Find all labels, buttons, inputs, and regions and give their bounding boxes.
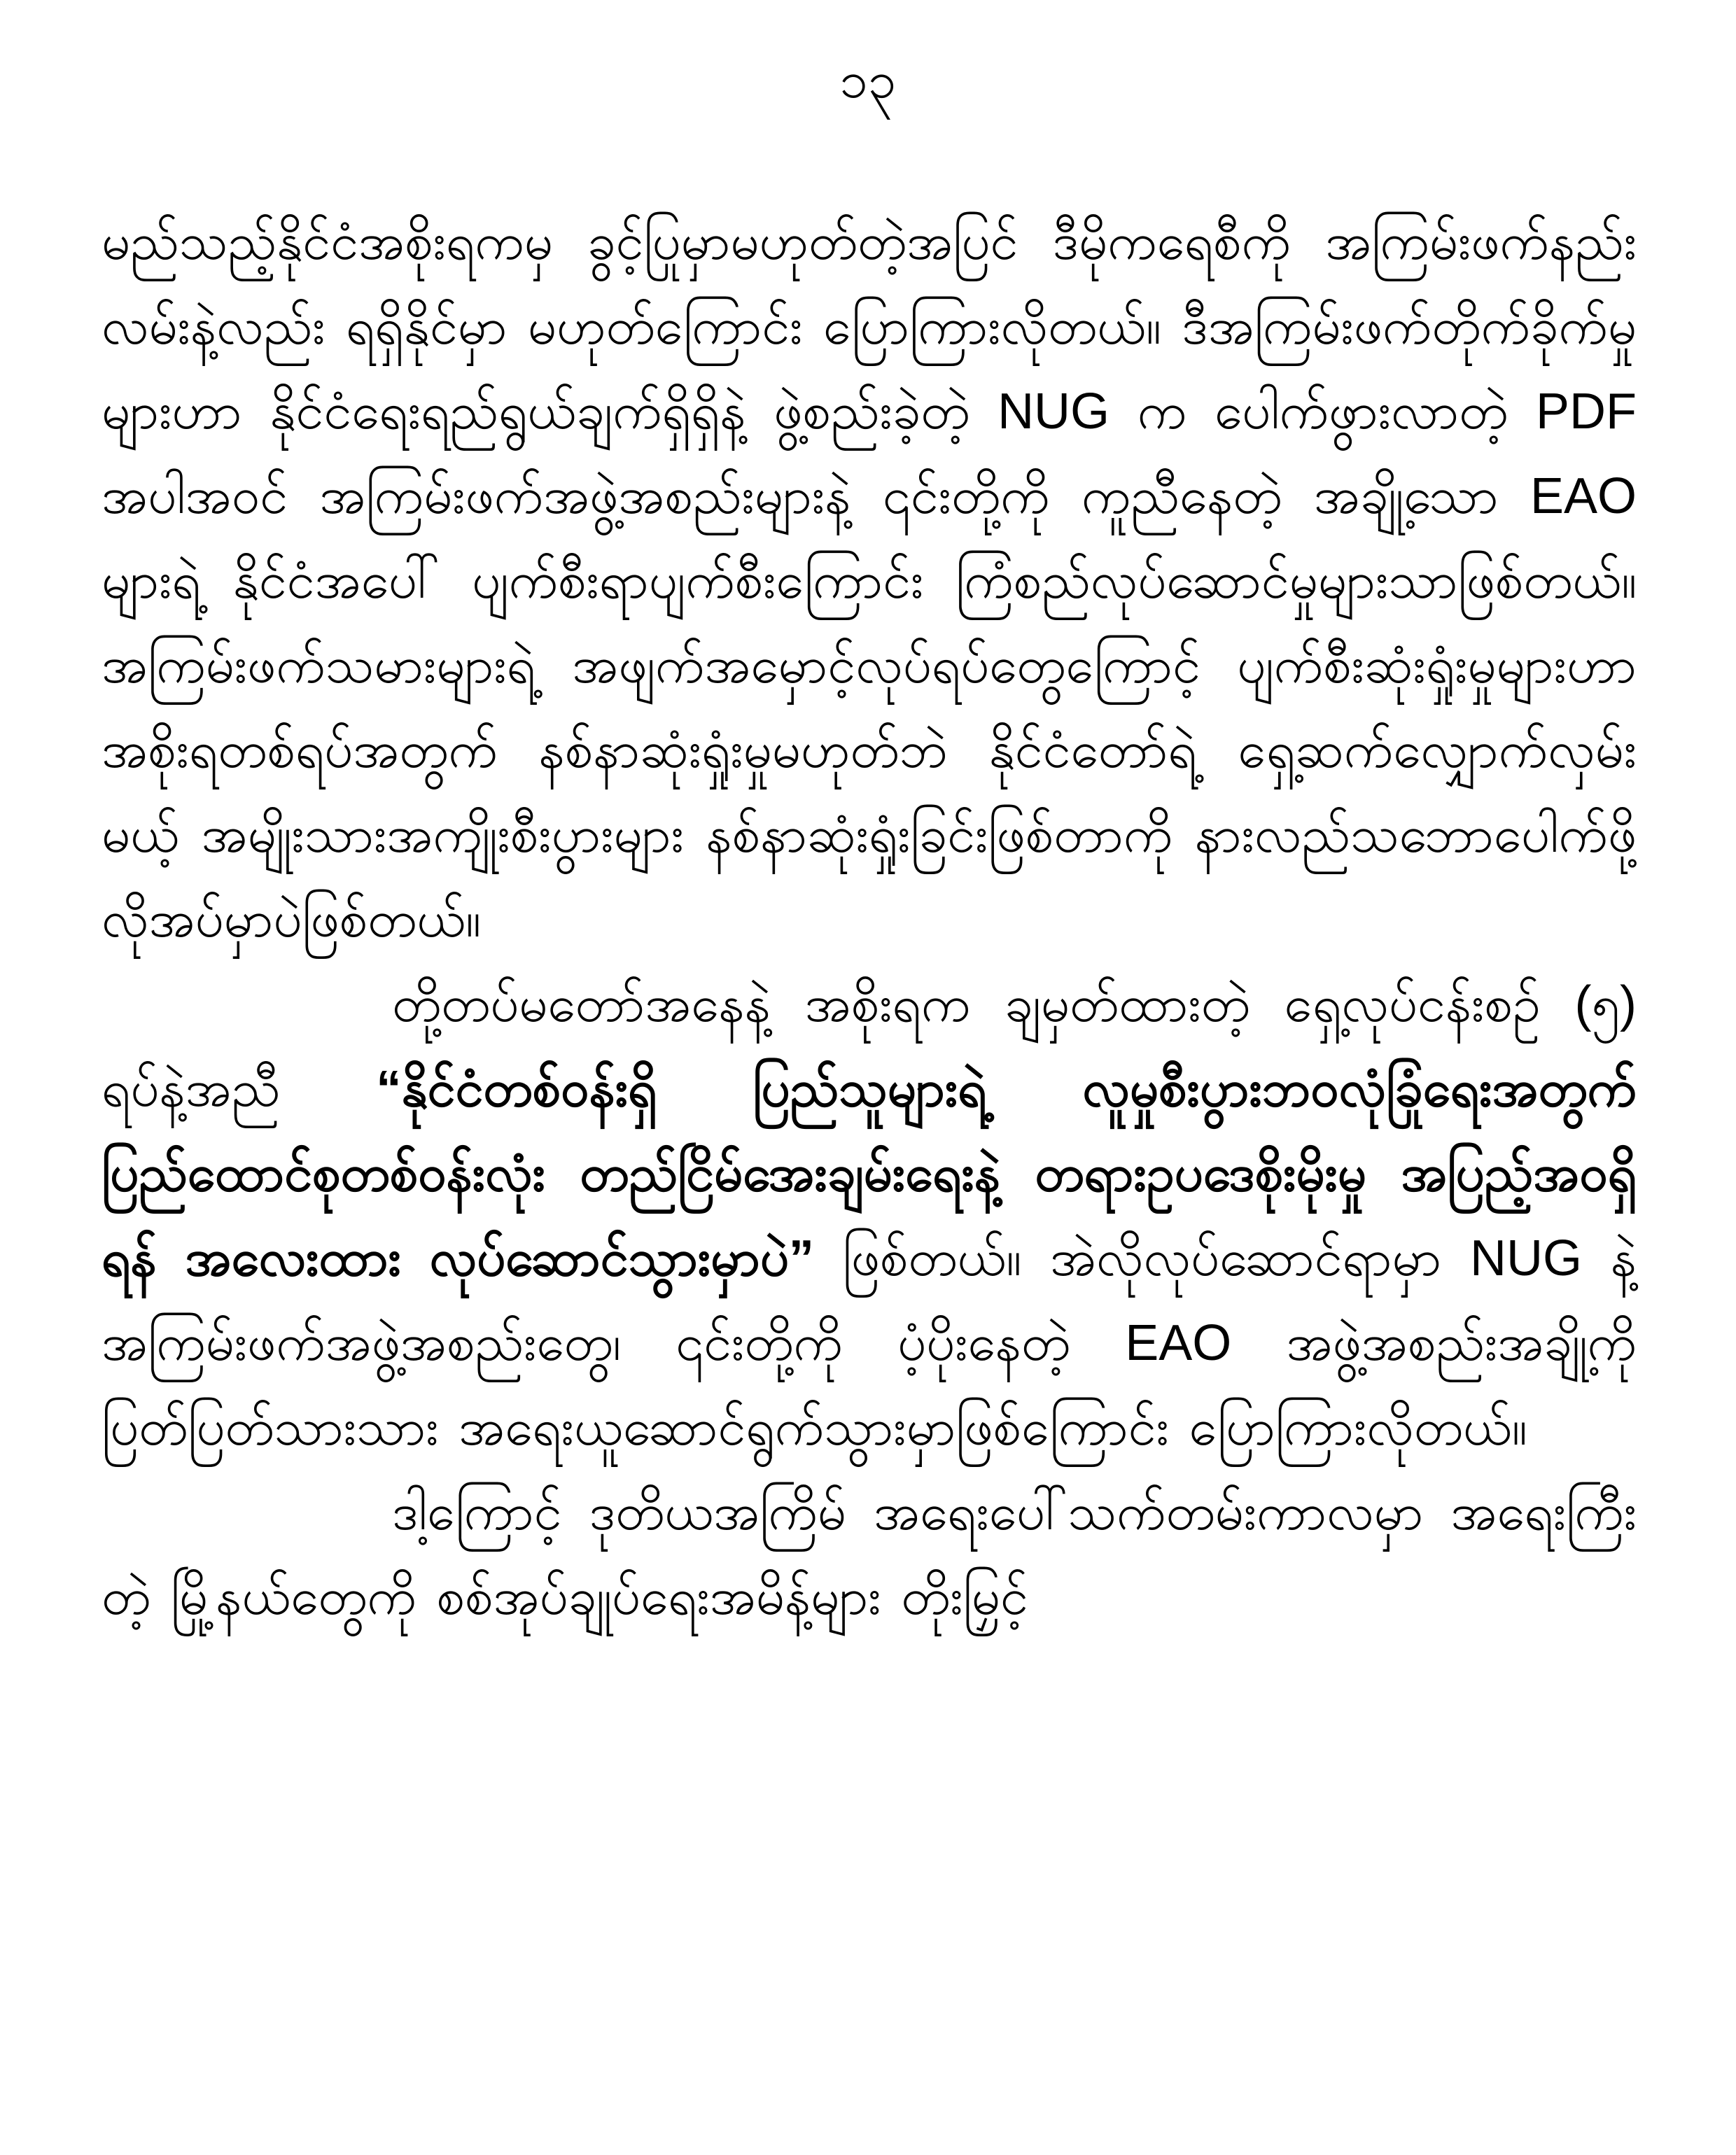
- paragraph-2-text-before-quote: တို့တပ်မတော်အနေနဲ့ အစိုးရက ချမှတ်ထားတဲ့ ရှေ့လုပ်ငန်းစဉ် (၅) ရပ်နဲ့အညီ: [102, 976, 1637, 1117]
- paragraph-1-text: မည်သည့်နိုင်ငံအစိုးရကမှ ခွင့်ပြုမှာမဟုတ်တဲ့အပြင် ဒီမိုကရေစီကို အကြမ်းဖက်နည်းလမ်းနဲ့လည်း ရရှိနိုင်မှာ မဟုတ်ကြောင်း ပြောကြားလိုတယ်။ ဒီအကြမ်းဖက်တိုက်ခိုက်မှုများဟာ နိုင်ငံရေးရည်ရွယ်ချက်ရှိရှိနဲ့ ဖွဲ့စည်းခဲ့တဲ့ NUG က ပေါက်ဖွားလာတဲ့ PDF အပါအဝင် အကြမ်းဖက်အဖွဲ့အစည်းများနဲ့ ၎င်းတို့ကို ကူညီနေတဲ့ အချို့သော EAO များရဲ့ နိုင်ငံအပေါ် ပျက်စီးရာပျက်စီးကြောင်း ကြံစည်လုပ်ဆောင်မှုများသာဖြစ်တယ်။ အကြမ်းဖက်သမားများရဲ့ အဖျက်အမှောင့်လုပ်ရပ်တွေကြောင့် ပျက်စီးဆုံးရှုံးမှုများဟာ အစိုးရတစ်ရပ်အတွက် နစ်နာဆုံးရှုံးမှုမဟုတ်ဘဲ နိုင်ငံတော်ရဲ့ ရှေ့ဆက်လျှောက်လှမ်းမယ့် အမျိုးသားအကျိုးစီးပွားများ နစ်နာဆုံးရှုံးခြင်းဖြစ်တာကို နားလည်သဘောပေါက်ဖို့ လိုအပ်မှာပဲဖြစ်တယ်။: [102, 214, 1637, 948]
- paragraph-1: [102, 200, 1637, 962]
- document-page: [0, 38, 1736, 2155]
- paragraph-3-text: ဒါ့ကြောင့် ဒုတိယအကြိမ် အရေးပေါ်သက်တမ်းကာလမှာ အရေးကြီးတဲ့ မြို့နယ်တွေကို စစ်အုပ်ချုပ်ရေးအမိန့်များ တိုးမြှင့်: [102, 1484, 1637, 1625]
- paragraph-2-bold-quote: “နိုင်ငံတစ်ဝန်းရှိ ပြည်သူများရဲ့ လူမှုစီးပွားဘဝလုံခြုံရေးအတွက် ပြည်ထောင်စုတစ်ဝန်းလုံး တည်ငြိမ်အေးချမ်းရေးနဲ့ တရားဥပဒေစိုးမိုးမှု အပြည့်အဝရှိရန် အလေးထား လုပ်ဆောင်သွားမှာပဲ”: [102, 1061, 1637, 1286]
- paragraph-2: [102, 962, 1637, 1470]
- paragraph-2-text-after-quote: ဖြစ်တယ်။ အဲလိုလုပ်ဆောင်ရာမှာ NUG နဲ့ အကြမ်းဖက်အဖွဲ့အစည်းတွေ၊ ၎င်းတို့ကို ပံ့ပိုးနေတဲ့ EAO အဖွဲ့အစည်းအချို့ကို ပြတ်ပြတ်သားသား အရေးယူဆောင်ရွက်သွားမှာဖြစ်ကြောင်း ပြောကြားလိုတယ်။: [102, 1230, 1637, 1456]
- page-number: ၁၃: [839, 52, 897, 108]
- paragraph-3: [102, 1470, 1637, 1640]
- body-text: [102, 200, 1637, 1640]
